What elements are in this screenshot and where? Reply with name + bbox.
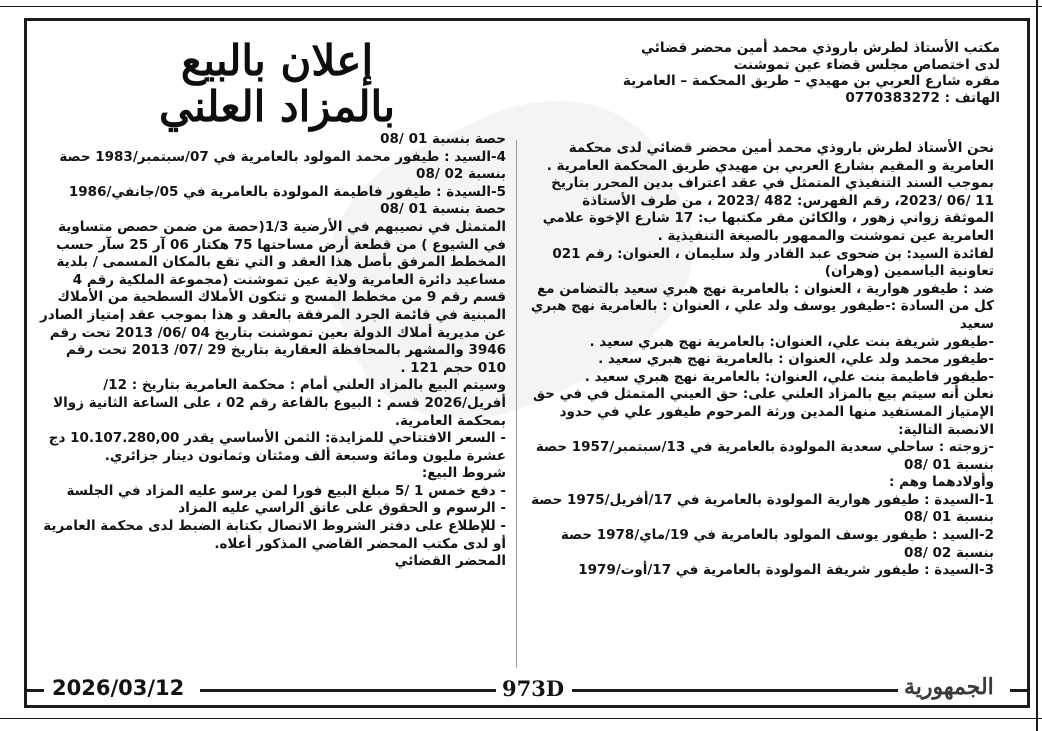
footer-rule-middle <box>200 689 496 692</box>
left-column <box>36 131 506 571</box>
paragraph: بموجب السند التنفيذي المتمثل في عقد اعتراف بدين المحرر بتاريخ 11 /06 /2023، رقم الفهرس: 482 /2023 ، من طرف الأستاذة الموثقة زواني زهور ، والكائن مقر مكتبها ب: 17 شارع الإخوة علامي العامرية عين تموشنت والممهور بالصيغة التنفيذية . <box>542 175 994 244</box>
paragraph: 4-السيد : طيفور محمد المولود بالعامرية في 07/سبتمبر/1983 حصة بنسبة 02 /08 <box>59 148 506 183</box>
right-edge-rule <box>1036 0 1038 731</box>
paragraph: -طيفور محمد ولد علي، العنوان : بالعامرية نهج هبري سعيد . <box>598 351 994 368</box>
paragraph: 2-السيد : طيفور يوسف المولود بالعامرية في 19/ماي/1978 حصة بنسبة 02 /08 <box>560 527 994 561</box>
office-line-1: مكتب الأستاذ لطرش باروذي محمد أمين محضر قضائي <box>640 40 1000 56</box>
paragraph: لفائدة السيد: بن ضحوى عبد القادر ولد سليمان ، العنوان: رقم 021 تعاونية الياسمين (وهران) <box>552 245 994 280</box>
paragraph: -زوجته : ساحلي سعدية المولودة بالعامرية في 13/سبتمبر/1957 حصة بنسبة 01 /08 <box>535 439 994 473</box>
paragraph: 5-السيدة : طيفور فاطيمة المولودة بالعامرية في 05/جانفي/1986 حصة بنسبة 01 /08 <box>68 183 506 218</box>
page-footer <box>24 672 1030 708</box>
paragraph: ضد : طيفور هوارية ، العنوان : بالعامرية نهج هبري سعيد بالتضامن مع كل من السادة :-طيفور يوسف ولد علي ، العنوان : بالعامرية نهج هبري سعيد <box>530 280 994 332</box>
office-line-3: مقره شارع العربي بن مهيدي – طريق المحكمة – العامرية <box>622 73 1000 89</box>
paragraph: شروط البيع: <box>421 465 506 482</box>
office-line-2: لدى اختصاص مجلس قضاء عين تموشنت <box>733 56 1000 73</box>
column-divider <box>516 140 517 668</box>
signature-line: المحضر القضائي <box>394 553 506 570</box>
paragraph: - الرسوم و الحقوق على عاتق الراسي عليه المزاد <box>178 500 506 517</box>
bailiff-office-header <box>560 40 1000 106</box>
footer-rule-end <box>1010 689 1030 692</box>
footer-code: 973D <box>502 676 565 701</box>
paragraph: وسيتم البيع بالمزاد العلني أمام : محكمة العامرية بتاريخ : 12/أفريل/2026 قسم : البيوع بالقاعة رقم 02 ، على الساعة الثانية زوالا بمحكمة العامرية. <box>53 377 506 429</box>
paragraph: حصة بنسبة 01 /08 <box>380 131 506 147</box>
paragraph: -طيفور فاطيمة بنت علي، العنوان: بالعامرية نهج هبري سعيد . <box>584 368 994 385</box>
title-line-1: إعلان بالبيع <box>180 36 374 85</box>
paragraph: - السعر الافتتاحي للمزايدة: الثمن الأساسي يقدر 10.107.280,00 دج عشرة مليون ومائة وسبعة ألف ومئتان وثمانون دينار جزائري. <box>48 430 506 464</box>
footer-date: 2026/03/12 <box>52 676 185 700</box>
office-phone: الهاتف : 0770383272 <box>845 89 1000 106</box>
paragraph: المتمثل في نصيبهم في الأرضية 1/3(حصة من ضمن حصص متساوية في الشيوع ) من قطعة أرض مساحتها 75 هكتار 06 آر 25 سآر حسب المخطط المرفق بأصل هذا العقد و التي تقع بالمكان المسمى / بلدية مساعيد دائرة العامرية ولاية عين تموشنت (مجموعة الملكية رقم 4 قسم رقم 9 من مخطط المسح و تتكون الأملاك السطحية من الأملاك المبنية في قائمة الجرد المرفقة بالعقد و هذا بموجب عقد إمتياز الصادر عن مديرية أملاك الدولة بعين تموشنت بتاريخ 04 /06/ 2013 تحت رقم 3946 والمشهر بالمحافظة العقارية بتاريخ 29 /07/ 2013 تحت رقم 010 حجم 121 . <box>40 218 506 376</box>
right-column <box>528 140 994 580</box>
paragraph: نحن الأستاذ لطرش باروذي محمد أمين محضر قضائي لدى محكمة العامرية و المقيم بشارع العربي بن مهيدي طريق المحكمة العامرية . <box>546 140 994 174</box>
paragraph: 1-السيدة : طيفور هوارية المولودة بالعامرية في 17/أفريل/1975 حصة بنسبة 01 /08 <box>531 491 994 526</box>
footer-rule-right <box>572 689 898 692</box>
title-line-2: بالمزاد العلني <box>158 82 396 131</box>
paragraph: وأولادهما وهم : <box>888 474 994 491</box>
bottom-edge-rule <box>0 718 1042 719</box>
paragraph: -طيفور شريفة بنت علي، العنوان: بالعامرية نهج هبري سعيد . <box>589 333 994 350</box>
notice-title <box>152 38 402 134</box>
paragraph: 3-السيدة : طيفور شريفة المولودة بالعامرية في 17/أوت/1979 <box>578 562 994 579</box>
footer-rule-left <box>24 689 44 692</box>
top-edge-rule <box>0 6 1042 7</box>
paragraph: - دفع خمس 1 /5 مبلغ البيع فورا لمن يرسو عليه المزاد في الجلسة <box>66 482 506 499</box>
paragraph: - للإطلاع على دفتر الشروط الاتصال بكتابة الضبط لدى محكمة العامرية أو لدى مكتب المحضر القاضي المذكور أعلاه. <box>43 518 506 552</box>
newspaper-logo: الجمهورية <box>904 674 994 700</box>
paragraph: نعلن أنه سيتم بيع بالمزاد العلني على: حق العيني المتمثل في في حق الإمتياز المستفيد منها المدين ورثة المرحوم طيفور علي في حدود الانصبة التالية: <box>533 386 994 438</box>
